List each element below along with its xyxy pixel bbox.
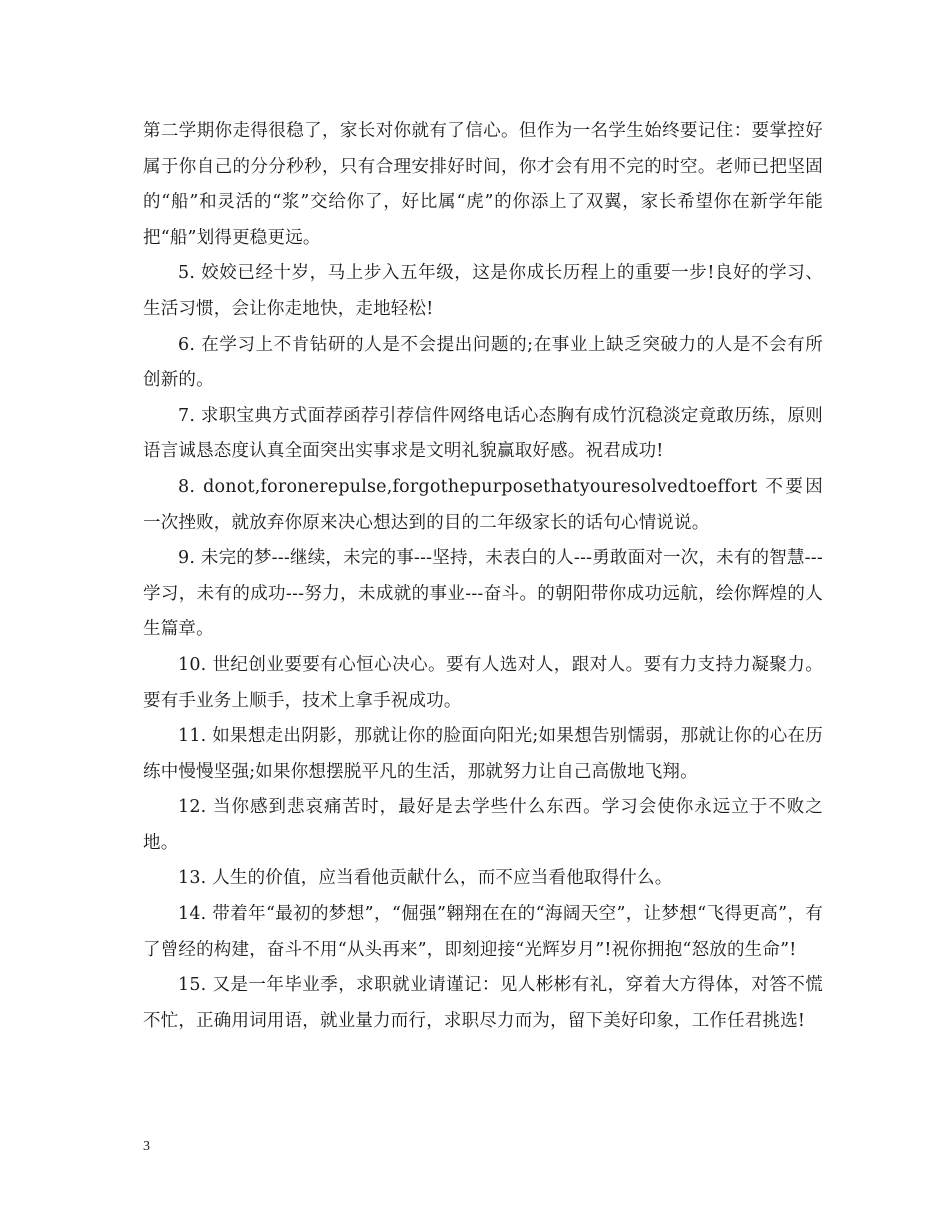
paragraph-item-7: 7. 求职宝典方式面荐函荐引荐信件网络电话心态胸有成竹沉稳淡定竟敢历练，原则语言诚恳态度认真全面突出实事求是文明礼貌赢取好感。祝君成功! [143,405,823,462]
paragraph-item-10: 10. 世纪创业要要有心恒心决心。要有人选对人，跟对人。要有力支持力凝聚力。要有手业务上顺手，技术上拿手祝成功。 [143,654,823,711]
document-body [143,114,823,1039]
paragraph-item-12: 12. 当你感到悲哀痛苦时，最好是去学些什么东西。学习会使你永远立于不败之地。 [143,797,823,853]
page-number: 3 [143,1139,150,1154]
paragraph-item-8: 8. donot,foronerepulse,forgothepurposethatyouresolvedtoeffort 不要因一次挫败，就放弃你原来决心想达到的目的二年级家长的话句心情说说。 [143,476,823,533]
paragraph-continuation: 第二学期你走得很稳了，家长对你就有了信心。但作为一名学生始终要记住：要掌控好属于你自己的分分秒秒，只有合理安排好时间，你才会有用不完的时空。老师已把坚固的“船”和灵活的“浆”交给你了，好比属“虎”的你添上了双翼，家长希望你在新学年能把“船”划得更稳更远。 [143,121,823,248]
paragraph-item-9: 9. 未完的梦---继续，未完的事---坚持，未表白的人---勇敢面对一次，未有的智慧---学习，未有的成功---努力，未成就的事业---奋斗。的朝阳带你成功远航，绘你辉煌的人生篇章。 [143,548,823,640]
paragraph-item-13: 13. 人生的价值，应当看他贡献什么，而不应当看他取得什么。 [178,868,673,889]
paragraph-item-5: 5. 姣姣已经十岁，马上步入五年级，这是你成长历程上的重要一步!良好的学习、生活习惯，会让你走地快，走地轻松! [143,263,823,319]
paragraph-item-6: 6. 在学习上不肯钻研的人是不会提出问题的;在事业上缺乏突破力的人是不会有所创新的。 [143,334,823,391]
paragraph-item-15: 15. 又是一年毕业季，求职就业请谨记：见人彬彬有礼，穿着大方得体，对答不慌不忙，正确用词用语，就业量力而行，求职尽力而为，留下美好印象，工作任君挑选! [143,975,823,1031]
paragraph-item-11: 11. 如果想走出阴影，那就让你的脸面向阳光;如果想告别懦弱，那就让你的心在历练中慢慢坚强;如果你想摆脱平凡的生活，那就努力让自己高傲地飞翔。 [143,726,823,782]
paragraph-item-14: 14. 带着年“最初的梦想”，“倔强”翱翔在在的“海阔天空”，让梦想“飞得更高”，有了曾经的构建，奋斗不用“从头再来”，即刻迎接“光辉岁月”!祝你拥抱“怒放的生命”! [143,904,823,960]
